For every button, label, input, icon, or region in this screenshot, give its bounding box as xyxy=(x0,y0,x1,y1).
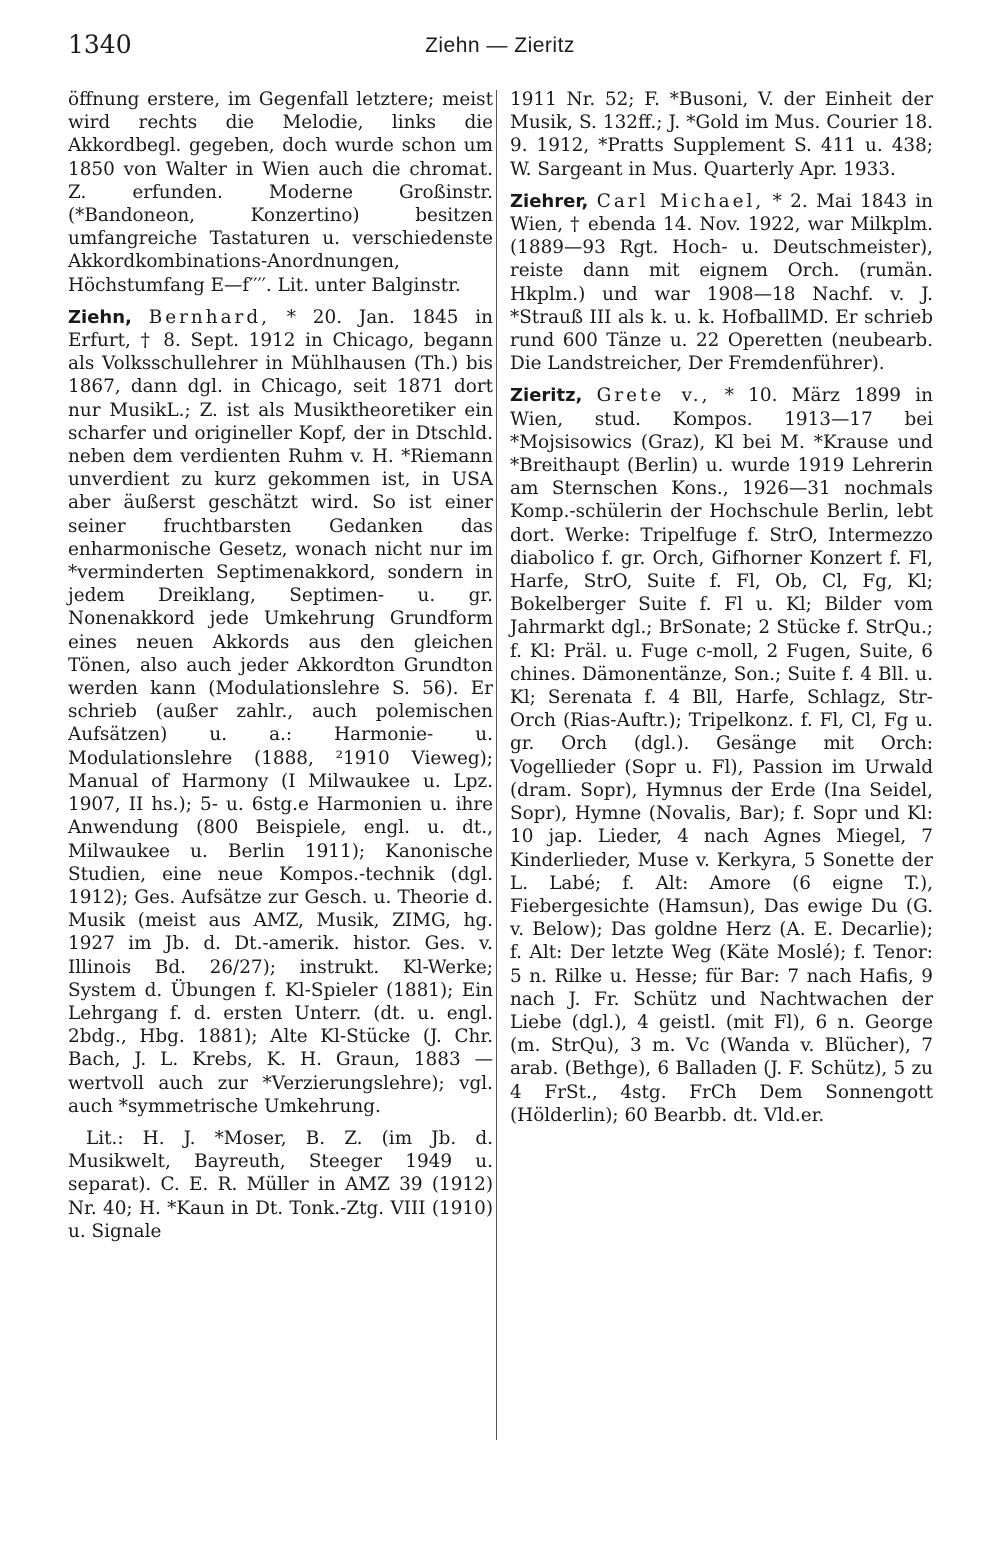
entry-continuation-right: 1911 Nr. 52; F. *Busoni, V. der Einheit der Musik, S. 132ff.; J. *Gold im Mus. Courier 18. 9. 1912, *Pratts Supplement S. 411 u. 438; W. Sargeant in Mus. Quarterly Apr. 1933. xyxy=(510,89,933,180)
entry-ziehrer xyxy=(510,190,933,376)
headword-zieritz: Zieritz, xyxy=(510,385,583,407)
right-column xyxy=(510,88,933,1136)
given-name-zieritz: Grete v., xyxy=(596,385,711,407)
column-divider xyxy=(496,90,497,1440)
headword-ziehn: Ziehn, xyxy=(68,306,132,328)
entry-body-ziehrer: * 2. Mai 1843 in Wien, † ebenda 14. Nov. 1922, war Milkplm. (1889—93 Rgt. Hoch- u. Deutschmeister), reiste dann mit eignem Orch. (rumän. Hkplm.) und war 1908—18 Nachf. v. J. *Strauß III als k. u. k. HofballMD. Er schrieb rund 600 Tänze u. 22 Operetten (neubearb. Die Landstreicher, Der Fremdenführer). xyxy=(510,190,933,375)
entry-ziehn xyxy=(68,306,493,1118)
given-name-ziehn: Bernhard, xyxy=(148,306,270,328)
entry-zieritz xyxy=(510,384,933,1127)
headword-ziehrer: Ziehrer, xyxy=(510,190,589,212)
page-number: 1340 xyxy=(68,30,132,59)
literature-ziehn: Lit.: H. J. *Moser, B. Z. (im Jb. d. Musikwelt, Bayreuth, Steeger 1949 u. separat). C. E. R. Müller in AMZ 39 (1912) Nr. 40; H. *Kaun in Dt. Tonk.-Ztg. VIII (1910) u. Signale xyxy=(68,1127,493,1242)
left-column xyxy=(68,88,493,1243)
entry-continuation-left: öffnung erstere, im Gegenfall letztere; meist wird rechts die Melodie, links die Akkordbegl. gegeben, doch wurde schon um 1850 von Walter in Wien auch die chromat. Z. erfunden. Moderne Großinstr. (*Bandoneon, Konzertino) besitzen umfangreiche Tastaturen u. verschiedenste Akkordkombinations-Anordnungen, Höchstumfang E—f′′′′. Lit. unter Balginstr. xyxy=(68,89,493,296)
entry-body-ziehn: * 20. Jan. 1845 in Erfurt, † 8. Sept. 1912 in Chicago, begann als Volksschullehrer in Mühlhausen (Th.) bis 1867, dann dgl. in Chicago, seit 1871 dort nur MusikL.; Z. ist als Musiktheoretiker ein scharfer und origineller Kopf, der in Dtschld. neben dem verdienten Ruhm v. H. *Riemann unverdient zu kurz gekommen ist, in USA aber äußerst geschätzt wird. So ist einer seiner fruchtbarsten Gedanken das enharmonische Gesetz, wonach nicht nur im *verminderten Septimenakkord, sondern in jedem Dreiklang, Septimen- u. gr. Nonenakkord jede Umkehrung Grundform eines neuen Akkords aus den gleichen Tönen, also auch jeder Akkordton Grundton werden kann (Modulationslehre S. 56). Er schrieb (außer zahlr., auch polemischen Aufsätzen) u. a.: Harmonie- u. Modulationslehre (1888, ²1910 Vieweg); Manual of Harmony (I Milwaukee u. Lpz. 1907, II hs.); 5- u. 6stg.e Harmonien u. ihre Anwendung (800 Beispiele, engl. u. dt., Milwaukee u. Berlin 1911); Kanonische Studien, eine neue Kompos.-technik (dgl. 1912); Ges. Aufsätze zur Gesch. u. Theorie d. Musik (meist aus AMZ, Musik, ZIMG, hg. 1927 im Jb. d. Dt.-amerik. histor. Ges. v. Illinois Bd. 26/27); instrukt. Kl-Werke; System d. Übungen f. Kl-Spieler (1881); Ein Lehrgang f. d. ersten Unterr. (dt. u. engl. 2bdg., Hbg. 1881); Alte Kl-Stücke (J. Chr. Bach, J. L. Krebs, K. H. Graun, 1883 — wertvoll auch zur *Verzierungslehre); vgl. auch *symmetrische Umkehrung. xyxy=(68,306,493,1117)
given-name-ziehrer: Carl Michael, xyxy=(596,190,765,212)
running-head: Ziehn — Zieritz xyxy=(425,34,575,57)
entry-body-zieritz: * 10. März 1899 in Wien, stud. Kompos. 1913—17 bei *Mojsisowics (Graz), Kl bei M. *Krause und *Breithaupt (Berlin) u. wurde 1919 Lehrerin am Sternschen Kons., 1926—31 nochmals Komp.-schülerin der Hochschule Berlin, lebt dort. Werke: Tripelfuge f. StrO, Intermezzo diabolico f. gr. Orch, Gifhorner Konzert f. Fl, Harfe, StrO, Suite f. Fl, Ob, Cl, Fg, Kl; Bokelberger Suite f. Fl u. Kl; Bilder vom Jahrmarkt dgl.; BrSonate; 2 Stücke f. StrQu.; f. Kl: Präl. u. Fuge c-moll, 2 Fugen, Suite, 6 chines. Dämonentänze, Son.; Suite f. 4 Bll. u. Kl; Serenata f. 4 Bll, Harfe, Schlagz, Str-Orch (Rias-Auftr.); Tripelkonz. f. Fl, Cl, Fg u. gr. Orch (dgl.). Gesänge mit Orch: Vogellieder (Sopr u. Fl), Passion im Urwald (dram. Sopr), Hymnus der Erde (Ina Seidel, Sopr), Hymne (Novalis, Bar); f. Sopr und Kl: 10 jap. Lieder, 4 nach Agnes Miegel, 7 Kinderlieder, Muse v. Kerkyra, 5 Sonette der L. Labé; f. Alt: Amore (6 eigne T.), Fiebergesichte (Hamsun), Das ewige Du (G. v. Below); Das goldne Herz (A. E. Decarlie); f. Alt: Der letzte Weg (Käte Moslé); f. Tenor: 5 n. Rilke u. Hesse; für Bar: 7 nach Hafis, 9 nach J. Fr. Schütz und Nachtwachen der Liebe (dgl.), 4 geistl. (mit Fl), 6 n. George (m. StrQu), 3 m. Vc (Wanda v. Blücher), 7 arab. (Bethge), 6 Balladen (J. F. Schütz), 5 zu 4 FrSt., 4stg. FrCh Dem Sonnengott (Hölderlin); 60 Bearbb. dt. Vld.er. xyxy=(510,385,933,1126)
